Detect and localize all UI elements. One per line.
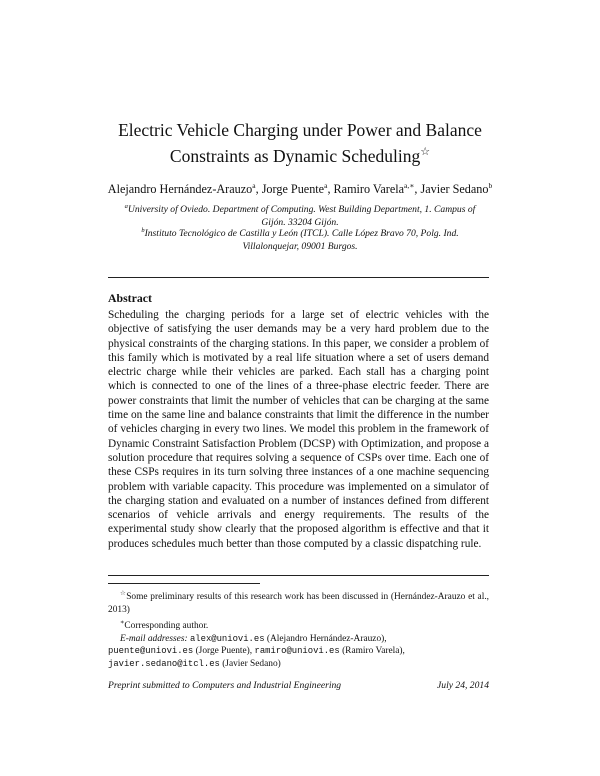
email-owner: (Javier Sedano)	[222, 659, 281, 670]
footnote-rule	[108, 583, 260, 584]
footnote-emails	[108, 633, 489, 646]
email-owner: (Ramiro Varela),	[342, 646, 405, 657]
footnote-emails-cont	[108, 658, 489, 671]
author-affil-mark: b	[488, 181, 493, 190]
email-link[interactable]: javier.sedano@itcl.es	[108, 659, 220, 670]
affiliation-a: $^a$University of Oviedo. Department of Computing. West Building Department, 1. Campus of Gijón. 33204 Gijón.	[124, 203, 476, 228]
author-affil-mark: a	[324, 181, 328, 190]
author-affil-mark: a	[252, 181, 256, 190]
preprint-note: Preprint submitted to Computers and Industrial Engineering	[108, 680, 342, 691]
email-label: E-mail addresses:	[120, 633, 188, 644]
author-list: Alejandro Hernández-Arauzo$^a$, Jorge Puente$^a$, Ramiro Varela$^{a,∗}$, Javier Sedano$^b$	[107, 181, 493, 197]
author-name: Jorge Puente	[261, 182, 325, 197]
page-footer	[108, 680, 489, 691]
abstract-text: Scheduling the charging periods for a large set of electric vehicles with the objective of satisfying the user demands may be a very hard problem due to the physical constraints of the charging stations. In this paper, we consider a problem of this family which is motivated by a real life situation where a set of users demand electric charge while their vehicles are parked. Each stall has a charging point which is connected to one of the lines of a three-phase electric feeder. There are power constraints that limit the number of vehicles that can be charging at the same time on the same line and balance constraints that limit the difference in the number of vehicles charging in every two lines. We model this problem in the framework of Dynamic Constraint Satisfaction Problem (DCSP) with Optimization, and propose a solution procedure that requires solving a sequence of CSPs over time. Each one of these CSPs requires in its turn solving three instances of a one machine sequencing problem with variable capacity. This procedure was implemented on a simulator of the charging station and evaluated on a number of instances defined from different scenarios of vehicle arrivals and energy requirements. The results of the experimental study show clearly that the proposed algorithm is effective and that it produces schedules much better than those computed by a classic dispatching rule.	[108, 309, 489, 550]
footnote-emails-cont	[108, 645, 489, 658]
email-link[interactable]: alex@uniovi.es	[189, 633, 265, 644]
footnotes	[108, 588, 489, 671]
abstract-bottom-rule	[108, 575, 489, 576]
abstract-top-rule	[108, 277, 489, 278]
email-owner: (Jorge Puente),	[195, 646, 253, 657]
author-affil-mark: a,∗	[404, 181, 415, 190]
footnote-corresponding: ∗Corresponding author.	[120, 618, 209, 631]
abstract-heading: Abstract	[108, 291, 152, 305]
title-line-2: Constraints as Dynamic Scheduling☆	[169, 145, 431, 166]
author-name: Ramiro Varela	[333, 182, 405, 197]
author-name: Alejandro Hernández-Arauzo	[107, 182, 253, 197]
email-link[interactable]: puente@uniovi.es	[108, 646, 194, 657]
footnote-preliminary: ☆Some preliminary results of this research work has been discussed in (Hernández-Arauzo et al., 2013)	[108, 590, 490, 615]
affiliation-b: $^b$Instituto Tecnológico de Castilla y León (ITCL). Calle López Bravo 70, Polg. Ind. Villalonquejar, 09001 Burgos.	[141, 227, 459, 252]
email-owner: (Alejandro Hernández-Arauzo),	[266, 633, 387, 644]
preprint-date: July 24, 2014	[437, 680, 489, 691]
author-name: Javier Sedano	[420, 182, 489, 197]
paper-title	[60, 119, 540, 167]
email-link[interactable]: ramiro@uniovi.es	[254, 646, 340, 657]
title-star-mark: ☆	[420, 146, 431, 158]
title-line-1: Electric Vehicle Charging under Power and Balance	[118, 120, 482, 140]
